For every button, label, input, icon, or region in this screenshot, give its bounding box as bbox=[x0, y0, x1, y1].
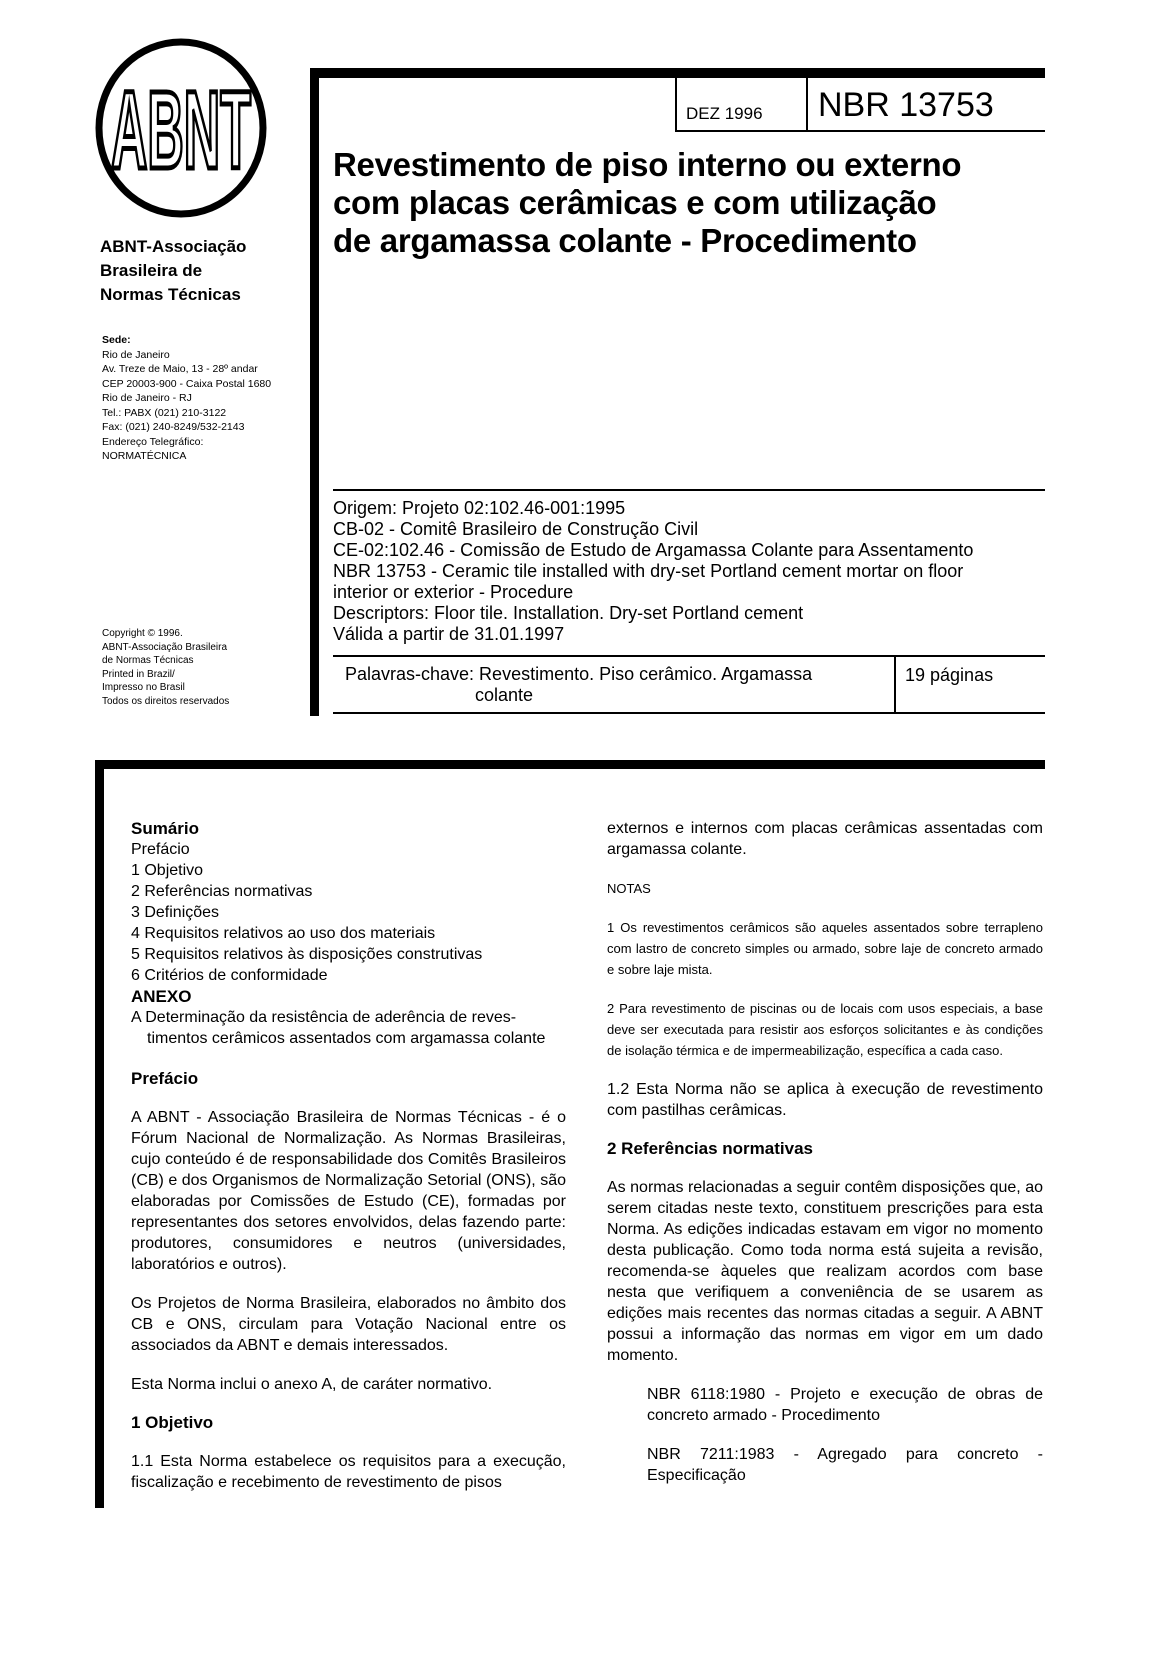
reference-item: NBR 7211:1983 - Agregado para concreto - Especificação bbox=[647, 1446, 1043, 1484]
summary-item: timentos cerâmicos assentados com argamassa colante bbox=[147, 1030, 546, 1047]
paragraph: Os Projetos de Norma Brasileira, elaborados no âmbito dos CB e ONS, circulam para Votação Nacional entre os associados da ABNT e demais interessados. bbox=[131, 1295, 566, 1354]
summary-item: 6 Critérios de conformidade bbox=[131, 967, 328, 984]
meta-line: CB-02 - Comitê Brasileiro de Construção Civil bbox=[333, 519, 699, 539]
paragraph: 1.1 Esta Norma estabelece os requisitos para a execução, fiscalização e recebimento de revestimento de pisos bbox=[131, 1453, 566, 1491]
address-block bbox=[102, 333, 271, 464]
org-name-line: ABNT-Associação bbox=[100, 237, 247, 256]
meta-line: interior or exterior - Procedure bbox=[333, 582, 574, 602]
summary-item: 1 Objetivo bbox=[131, 862, 204, 879]
paragraph: 1.2 Esta Norma não se aplica à execução de revestimento com pastilhas cerâmicas. bbox=[607, 1081, 1043, 1119]
summary-item: 2 Referências normativas bbox=[131, 883, 313, 900]
notes-heading: NOTAS bbox=[607, 881, 651, 896]
body-frame-left-bar bbox=[95, 760, 104, 1508]
summary-item: A Determinação da resistência de aderência de reves- bbox=[131, 1009, 517, 1026]
title-line: de argamassa colante - Procedimento bbox=[333, 222, 917, 259]
org-name bbox=[100, 235, 246, 307]
summary-item: 5 Requisitos relativos às disposições construtivas bbox=[131, 946, 483, 963]
copyright-line: Copyright © 1996. bbox=[102, 628, 183, 639]
paragraph: A ABNT - Associação Brasileira de Normas Técnicas - é o Fórum Nacional de Normalização. As Normas Brasileiras, cujo conteúdo é de responsabilidade dos Comitês Brasileiros (CB) e dos Organismos de Normalização Setorial (ONS), são elaboradas por Comissões de Estudo (CE), formadas por representantes dos setores envolvidos, delas fazendo parte: produtores, consumidores e neutros (universidades, laboratórios e outros). bbox=[131, 1109, 566, 1273]
copyright-line: de Normas Técnicas bbox=[102, 655, 194, 666]
divider bbox=[675, 130, 1045, 132]
divider bbox=[806, 78, 808, 130]
summary-item: Prefácio bbox=[131, 841, 190, 858]
address-line: CEP 20003-900 - Caixa Postal 1680 bbox=[102, 377, 272, 390]
address-line: Sede: bbox=[102, 334, 131, 346]
org-name-line: Brasileira de bbox=[100, 261, 203, 280]
right-column bbox=[607, 818, 1043, 1504]
section-heading: 2 Referências normativas bbox=[607, 1139, 813, 1158]
standard-code: NBR 13753 bbox=[818, 86, 994, 124]
note: 1 Os revestimentos cerâmicos são aqueles assentados sobre terrapleno com lastro de concreto simples ou armado, sobre laje de concreto armado e sobre laje mista. bbox=[607, 920, 1043, 977]
title-line: Revestimento de piso interno ou externo bbox=[333, 146, 962, 183]
title-line: com placas cerâmicas e com utilização bbox=[333, 184, 937, 221]
address-line: Tel.: PABX (021) 210-3122 bbox=[102, 406, 227, 419]
page-count: 19 páginas bbox=[905, 665, 994, 685]
copyright-block bbox=[102, 627, 229, 708]
section-heading: Prefácio bbox=[131, 1069, 199, 1088]
divider bbox=[333, 655, 1045, 657]
summary-item: 3 Definições bbox=[131, 904, 220, 921]
keywords-line: colante bbox=[475, 685, 534, 705]
meta-line: Origem: Projeto 02:102.46-001:1995 bbox=[333, 498, 626, 518]
section-heading: 1 Objetivo bbox=[131, 1413, 214, 1432]
copyright-line: Impresso no Brasil bbox=[102, 682, 185, 693]
address-line: Endereço Telegráfico: bbox=[102, 435, 204, 448]
frame-top-bar bbox=[310, 68, 1045, 78]
document-title bbox=[333, 146, 961, 260]
meta-line: Descriptors: Floor tile. Installation. Dry-set Portland cement bbox=[333, 603, 804, 623]
meta-line: NBR 13753 - Ceramic tile installed with dry-set Portland cement mortar on floor bbox=[333, 561, 964, 581]
left-column bbox=[131, 818, 566, 1511]
keywords bbox=[345, 664, 812, 706]
address-line: NORMATÉCNICA bbox=[102, 450, 187, 462]
svg-text:ABNT: ABNT bbox=[111, 69, 251, 192]
paragraph: Esta Norma inclui o anexo A, de caráter normativo. bbox=[131, 1376, 493, 1393]
paragraph: As normas relacionadas a seguir contêm disposições que, ao serem citadas neste texto, constituem prescrições para esta Norma. As edições indicadas estavam em vigor no momento desta publicação. Como toda norma está sujeita a revisão, recomenda-se àqueles que realizam acordos com base nesta que verifiquem a conveniência de se usarem as edições mais recentes das normas citadas a seguir. A ABNT possui a informação das normas em vigor em um dado momento. bbox=[607, 1179, 1043, 1364]
meta-line: CE-02:102.46 - Comissão de Estudo de Argamassa Colante para Assentamento bbox=[333, 540, 974, 560]
reference-item: NBR 6118:1980 - Projeto e execução de obras de concreto armado - Procedimento bbox=[647, 1386, 1043, 1424]
summary-item: 4 Requisitos relativos ao uso dos materiais bbox=[131, 925, 436, 942]
copyright-line: ABNT-Associação Brasileira bbox=[102, 641, 228, 653]
body-frame-top-bar bbox=[95, 760, 1045, 769]
divider bbox=[333, 712, 1045, 714]
frame-left-bar bbox=[310, 68, 319, 716]
copyright-line: Todos os direitos reservados bbox=[102, 695, 230, 707]
divider bbox=[894, 655, 896, 713]
annex-heading: ANEXO bbox=[131, 987, 192, 1006]
address-line: Rio de Janeiro bbox=[102, 348, 170, 361]
date: DEZ 1996 bbox=[686, 104, 763, 123]
address-line: Rio de Janeiro - RJ bbox=[102, 392, 192, 404]
abnt-logo bbox=[95, 38, 267, 218]
address-line: Fax: (021) 240-8249/532-2143 bbox=[102, 421, 245, 433]
keywords-line: Palavras-chave: Revestimento. Piso cerâmico. Argamassa bbox=[345, 664, 813, 684]
note: 2 Para revestimento de piscinas ou de locais com usos especiais, a base deve ser executada para resistir aos esforços solicitantes e às condições de isolação térmica e de impermeabilização, específica a cada caso. bbox=[607, 1001, 1043, 1058]
address-line: Av. Treze de Maio, 13 - 28º andar bbox=[102, 363, 258, 375]
divider bbox=[675, 78, 677, 130]
origin-block bbox=[333, 498, 973, 645]
paragraph: externos e internos com placas cerâmicas assentadas com argamassa colante. bbox=[607, 820, 1043, 858]
copyright-line: Printed in Brazil/ bbox=[102, 668, 175, 680]
meta-line: Válida a partir de 31.01.1997 bbox=[333, 624, 565, 644]
divider bbox=[333, 489, 1045, 491]
summary bbox=[131, 818, 566, 1049]
notes bbox=[607, 878, 1043, 1061]
org-name-line: Normas Técnicas bbox=[100, 285, 241, 304]
summary-heading: Sumário bbox=[131, 819, 200, 838]
